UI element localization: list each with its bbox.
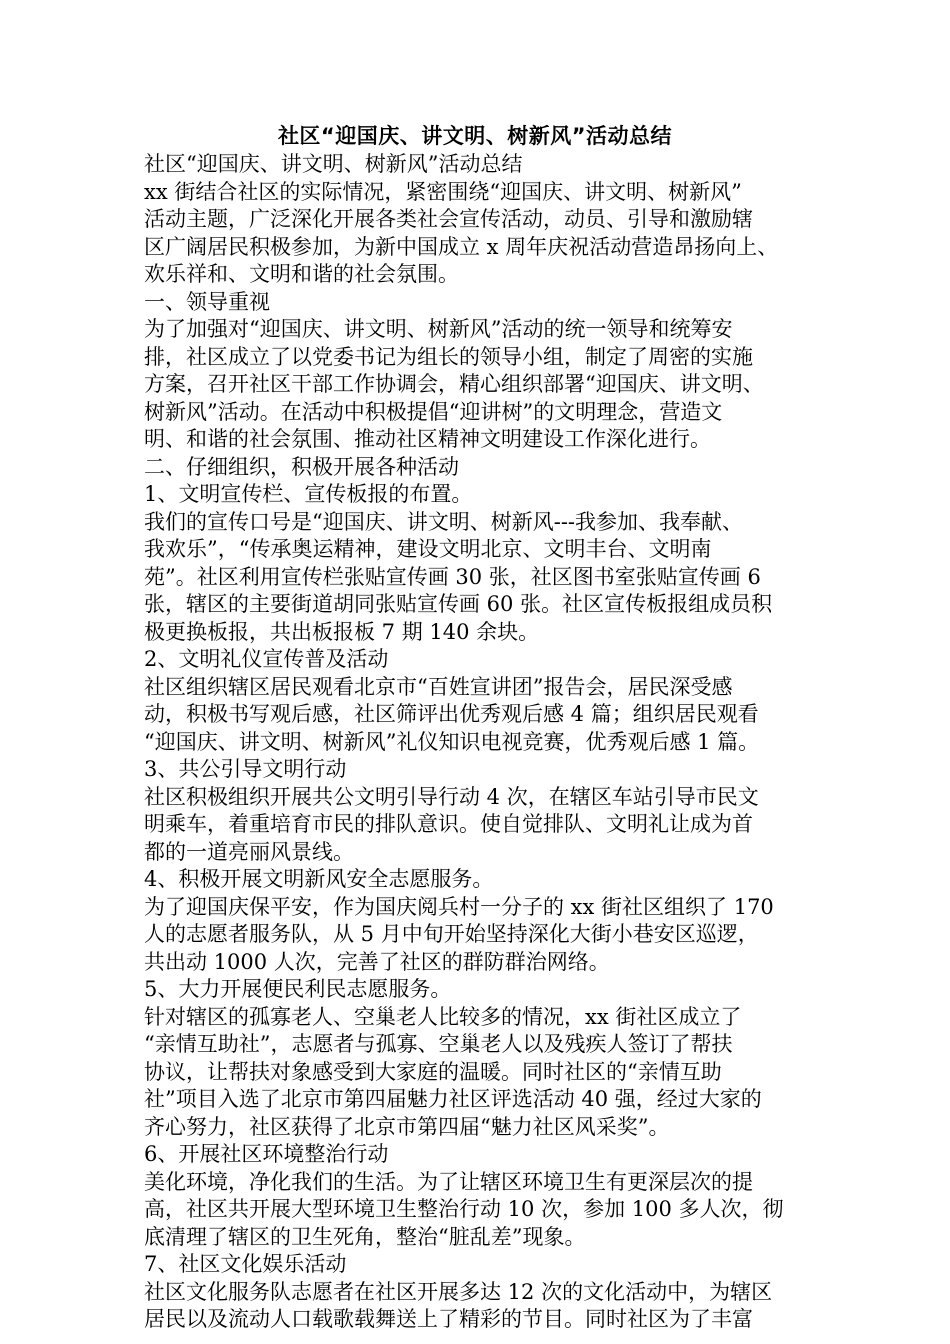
- text-line: 苑”。社区利用宣传栏张贴宣传画 30 张，社区图书室张贴宣传画 6: [144, 564, 761, 589]
- text-line: 齐心努力，社区获得了北京市第四届“魅力社区风采奖”。: [144, 1114, 670, 1139]
- heading-line: [144, 646, 806, 674]
- text-line: 1、文明宣传栏、宣传板报的布置。: [144, 482, 473, 506]
- heading-line: [144, 151, 806, 179]
- text-line: 社”项目入选了北京市第四届魅力社区评选活动 40 强，经过大家的: [144, 1087, 762, 1111]
- text-line: 为了加强对“迎国庆、讲文明、树新风”活动的统一领导和统筹安: [144, 317, 733, 341]
- paragraph: [144, 674, 806, 757]
- text-line: 针对辖区的孤寡老人、空巢老人比较多的情况，xx 街社区成立了: [144, 1004, 742, 1029]
- text-line: 排，社区成立了以党委书记为组长的领导小组，制定了周密的实施: [144, 344, 753, 369]
- paragraph: [144, 894, 806, 977]
- text-line: 社区组织辖区居民观看北京市“百姓宣讲团”报告会，居民深受感: [144, 674, 733, 699]
- text-line: 一、领导重视: [144, 289, 270, 314]
- heading-line: [144, 756, 806, 784]
- paragraph: [144, 784, 806, 867]
- text-line: 底清理了辖区的卫生死角，整治“脏乱差”现象。: [144, 1224, 586, 1249]
- text-line: 美化环境，净化我们的生活。为了让辖区环境卫生有更深层次的提: [144, 1169, 753, 1194]
- text-line: xx 街结合社区的实际情况，紧密围绕“迎国庆、讲文明、树新风”: [144, 179, 742, 204]
- paragraph: [144, 316, 806, 454]
- text-line: 活动主题，广泛深化开展各类社会宣传活动，动员、引导和激励辖: [144, 207, 753, 231]
- text-line: 为了迎国庆保平安，作为国庆阅兵村一分子的 xx 街社区组织了 170: [144, 894, 774, 919]
- heading-line: [144, 866, 806, 894]
- paragraph: [144, 509, 806, 647]
- text-line: 4、积极开展文明新风安全志愿服务。: [144, 867, 494, 891]
- text-line: 社区文化服务队志愿者在社区开展多达 12 次的文化活动中，为辖区: [144, 1279, 773, 1304]
- text-line: 5、大力开展便民利民志愿服务。: [144, 977, 452, 1001]
- document-title: 社区“迎国庆、讲文明、树新风”活动总结: [277, 124, 673, 148]
- paragraph: [144, 1004, 806, 1142]
- text-line: 3、共公引导文明行动: [144, 757, 347, 781]
- text-line: 区广阔居民积极参加，为新中国成立 x 周年庆祝活动营造昂扬向上、: [144, 234, 779, 259]
- heading-line: [144, 454, 806, 482]
- document-body: [144, 151, 806, 1334]
- text-line: 动，积极书写观后感，社区筛评出优秀观后感 4 篇；组织居民观看: [144, 702, 759, 726]
- paragraph: [144, 1169, 806, 1252]
- heading-line: [144, 1251, 806, 1279]
- text-line: “亲情互助社”，志愿者与孤寡、空巢老人以及残疾人签订了帮扶: [144, 1032, 733, 1056]
- paragraph: [144, 179, 806, 289]
- text-line: 社区积极组织开展共公文明引导行动 4 次，在辖区车站引导市民文: [144, 784, 759, 809]
- text-line: 人的志愿者服务队，从 5 月中旬开始坚持深化大街小巷安区巡逻，: [144, 922, 759, 946]
- text-line: 7、社区文化娱乐活动: [144, 1252, 347, 1276]
- text-line: 树新风”活动。在活动中积极提倡“迎讲树”的文明理念，营造文: [144, 399, 723, 424]
- text-line: 高，社区共开展大型环境卫生整治行动 10 次，参加 100 多人次，彻: [144, 1197, 784, 1221]
- heading-line: [144, 1141, 806, 1169]
- text-line: 极更换板报，共出板报板 7 期 140 余块。: [144, 619, 540, 644]
- text-line: 协议，让帮扶对象感受到大家庭的温暖。同时社区的“亲情互助: [144, 1059, 722, 1084]
- text-line: 社区“迎国庆、讲文明、树新风”活动总结: [144, 152, 523, 176]
- text-line: 共出动 1000 人次，完善了社区的群防群治网络。: [144, 949, 610, 974]
- text-line: 6、开展社区环境整治行动: [144, 1142, 389, 1166]
- text-line: 居民以及流动人口载歌载舞送上了精彩的节目。同时社区为了丰富: [144, 1307, 753, 1331]
- heading-line: [144, 289, 806, 317]
- text-line: 张，辖区的主要街道胡同张贴宣传画 60 张。社区宣传板报组成员积: [144, 592, 773, 616]
- text-line: 明乘车，着重培育市民的排队意识。使自觉排队、文明礼让成为首: [144, 812, 753, 836]
- text-line: 方案，召开社区干部工作协调会，精心组织部署“迎国庆、讲文明、: [144, 372, 764, 396]
- heading-line: [144, 976, 806, 1004]
- text-line: 二、仔细组织，积极开展各种活动: [144, 454, 459, 479]
- text-line: “迎国庆、讲文明、树新风”礼仪知识电视竞赛，优秀观后感 1 篇。: [144, 729, 760, 754]
- text-line: 都的一道亮丽风景线。: [144, 839, 354, 864]
- text-line: 我欢乐”，“传承奥运精神，建设文明北京、文明丰台、文明南: [144, 537, 712, 561]
- text-line: 明、和谐的社会氛围、推动社区精神文明建设工作深化进行。: [144, 427, 711, 451]
- heading-line: [144, 481, 806, 509]
- document-page: [144, 121, 806, 1334]
- paragraph: [144, 1279, 806, 1334]
- text-line: 我们的宣传口号是“迎国庆、讲文明、树新风---我参加、我奉献、: [144, 509, 744, 534]
- text-line: 2、文明礼仪宣传普及活动: [144, 647, 389, 671]
- text-line: 欢乐祥和、文明和谐的社会氛围。: [144, 262, 459, 286]
